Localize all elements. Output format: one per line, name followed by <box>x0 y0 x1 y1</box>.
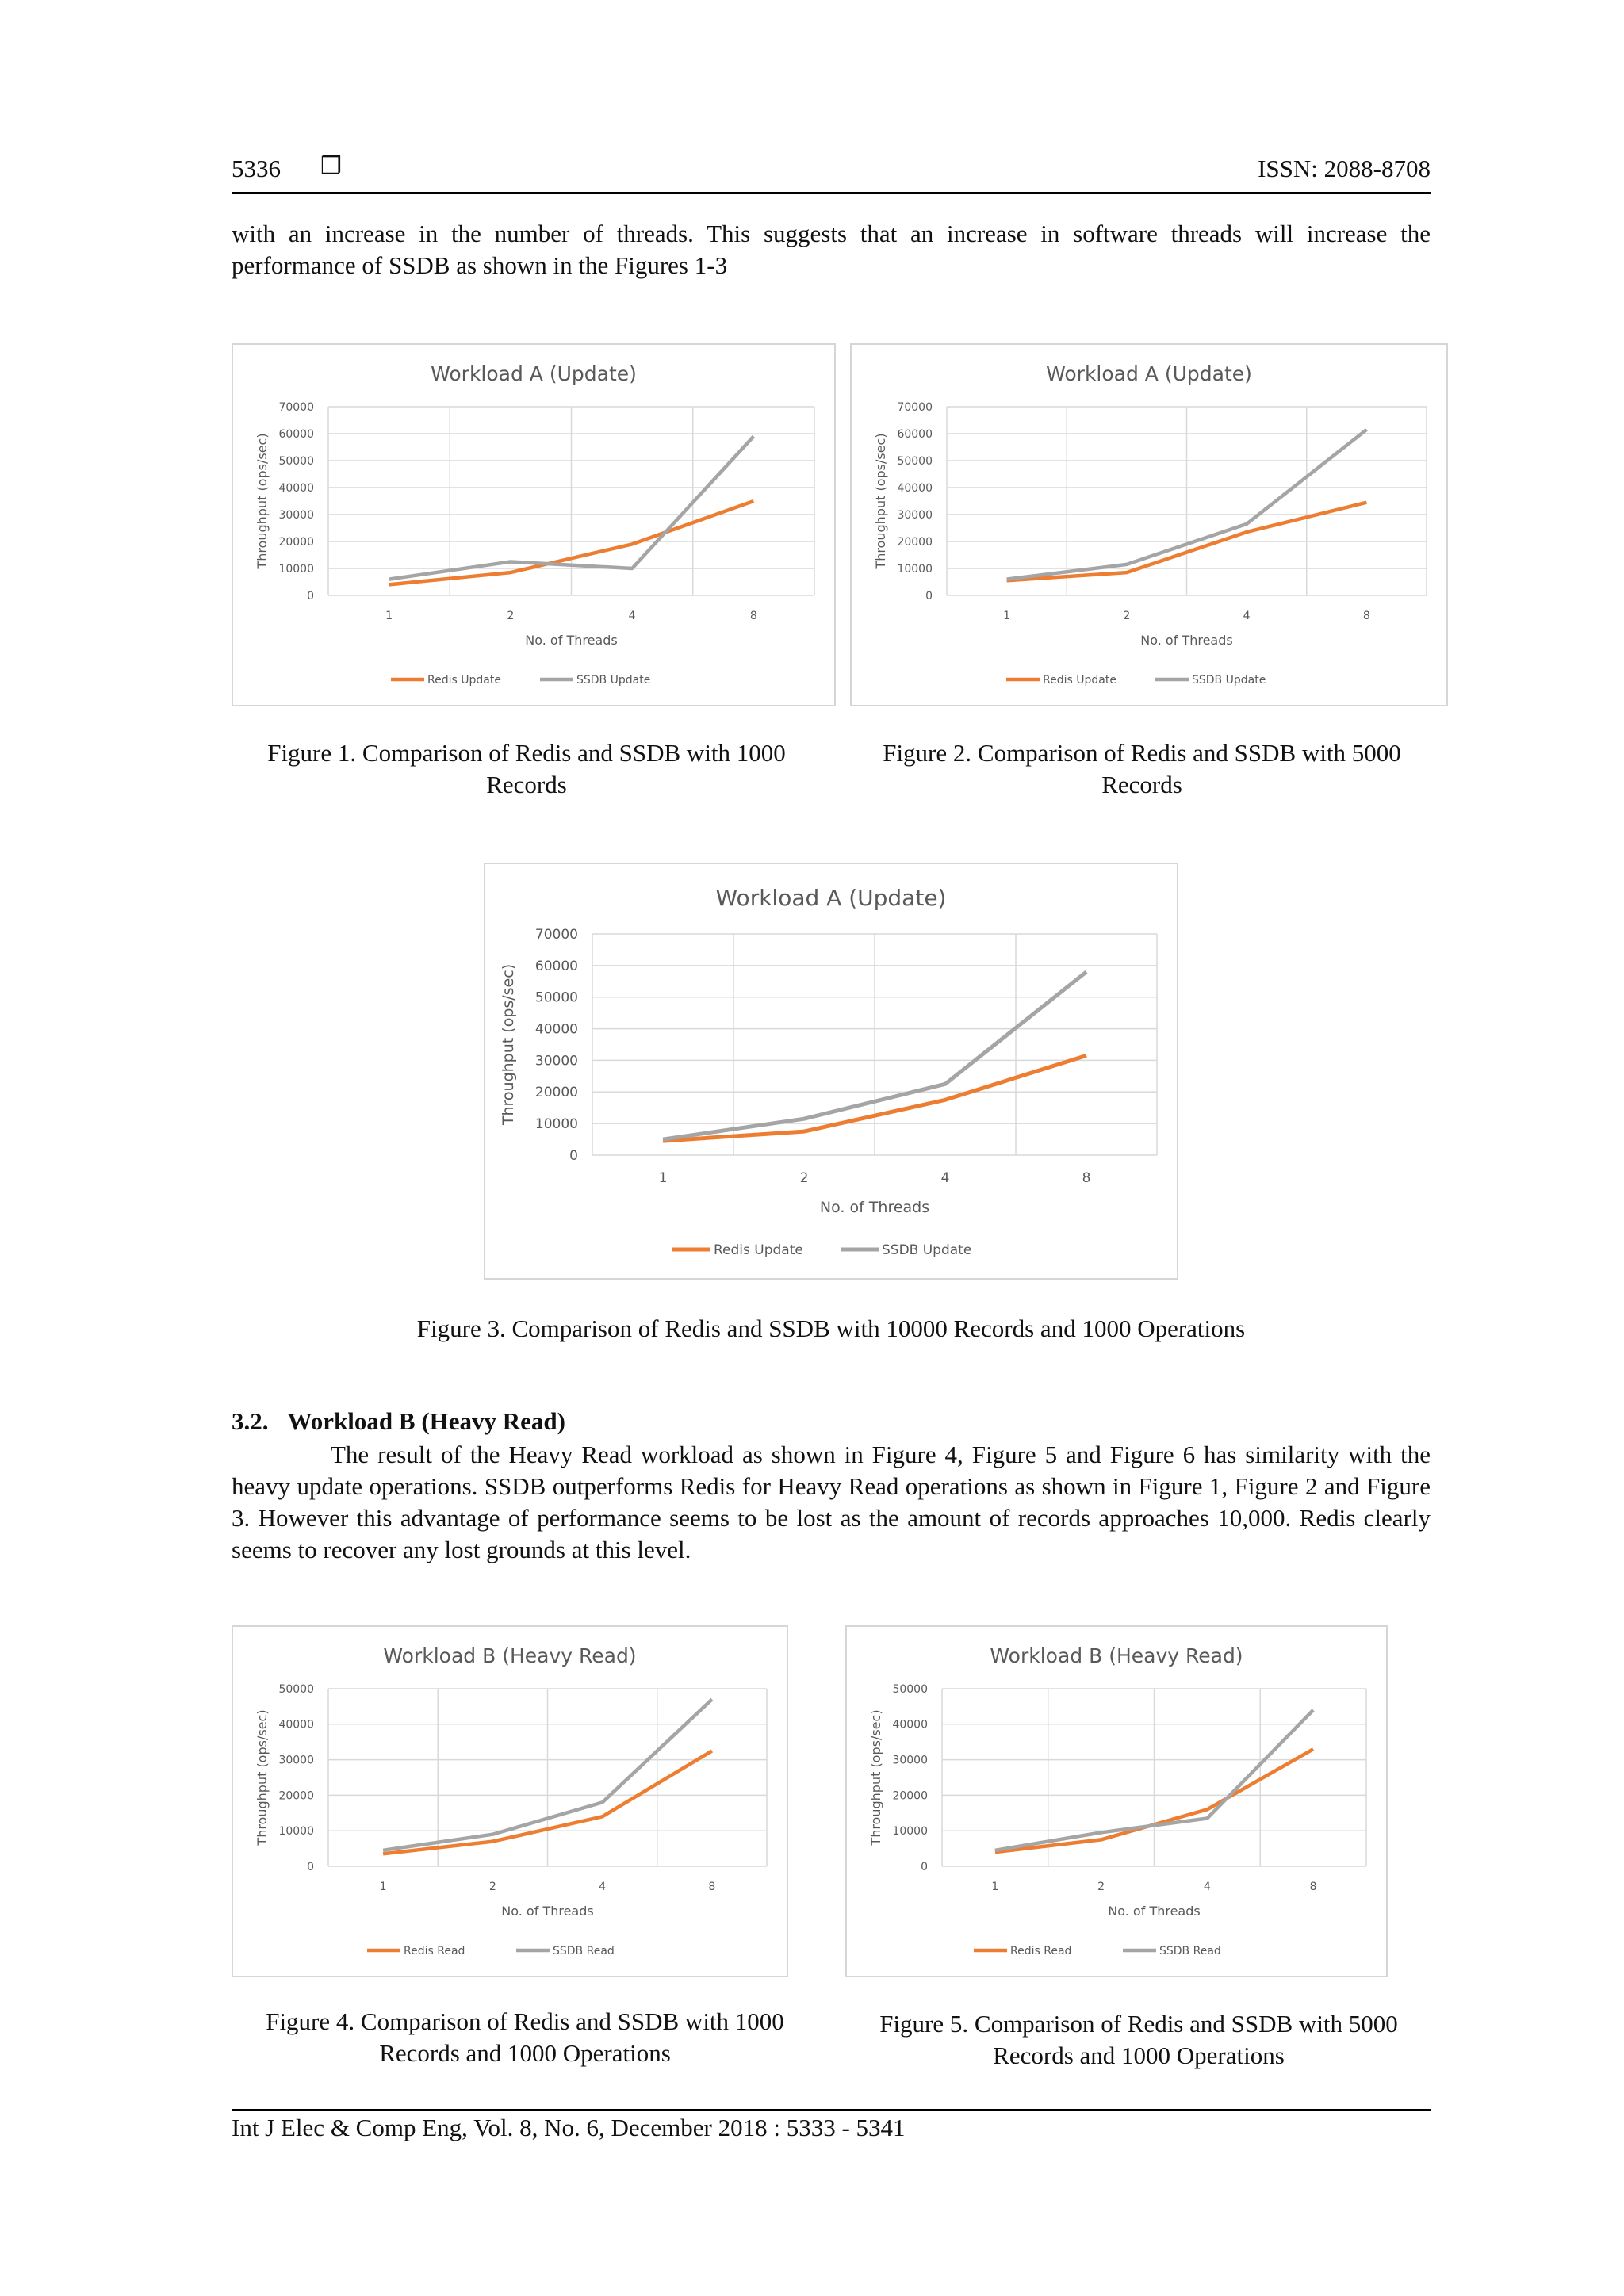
y-tick-label: 70000 <box>534 926 578 943</box>
section-heading <box>232 1407 565 1436</box>
y-axis-label: Throughput (ops/sec) <box>873 433 888 569</box>
x-tick-label: 2 <box>1123 610 1131 622</box>
legend-label: Redis Update <box>1043 673 1116 687</box>
section-number: 3.2. <box>232 1407 269 1435</box>
x-tick-label: 4 <box>628 610 636 622</box>
legend-label: SSDB Update <box>882 1242 972 1258</box>
y-tick-label: 40000 <box>892 1718 928 1732</box>
y-tick-label: 10000 <box>892 1825 928 1839</box>
figure-2-caption: Figure 2. Comparison of Redis and SSDB with 5000 Records <box>883 739 1401 798</box>
x-tick-label: 2 <box>1097 1881 1105 1893</box>
y-tick-label: 50000 <box>534 989 578 1006</box>
x-tick-label: 4 <box>1243 610 1251 622</box>
figure-4-svg <box>233 1627 787 1976</box>
chart-title: Workload A (Update) <box>715 885 947 911</box>
legend-label: SSDB Update <box>1192 673 1266 687</box>
x-tick-label: 8 <box>708 1881 716 1893</box>
chart-title: Workload B (Heavy Read) <box>383 1644 637 1667</box>
section-paragraph <box>232 1439 1431 1566</box>
x-tick-label: 1 <box>991 1881 999 1893</box>
figure-4-caption: Figure 4. Comparison of Redis and SSDB with 1000 Records and 1000 Operations <box>266 2007 784 2067</box>
y-tick-label: 0 <box>925 589 933 603</box>
y-axis-label: Throughput (ops/sec) <box>868 1709 883 1846</box>
x-axis-label: No. of Threads <box>1108 1904 1201 1919</box>
y-tick-label: 30000 <box>278 508 314 522</box>
y-tick-label: 40000 <box>897 481 933 495</box>
figure-1-svg <box>233 345 834 705</box>
figure-3-svg <box>485 864 1177 1278</box>
legend-label: Redis Update <box>714 1242 803 1258</box>
x-tick-label: 4 <box>599 1881 607 1893</box>
x-axis-label: No. of Threads <box>819 1199 930 1216</box>
x-axis-label: No. of Threads <box>501 1904 594 1919</box>
intro-paragraph <box>232 218 1431 281</box>
figure-4-chart <box>232 1625 788 1977</box>
y-tick-label: 40000 <box>278 481 314 495</box>
y-tick-label: 30000 <box>534 1053 578 1070</box>
figure-2-chart <box>850 343 1448 706</box>
y-tick-label: 30000 <box>892 1754 928 1767</box>
y-tick-label: 0 <box>307 1860 314 1873</box>
legend-label: Redis Update <box>427 673 501 687</box>
x-tick-label: 1 <box>658 1170 668 1186</box>
y-tick-label: 20000 <box>897 535 933 549</box>
x-axis-label: No. of Threads <box>1140 633 1233 648</box>
y-tick-label: 70000 <box>897 400 933 414</box>
y-tick-label: 50000 <box>278 1682 314 1696</box>
y-tick-label: 60000 <box>278 427 314 441</box>
y-axis-label: Throughput (ops/sec) <box>255 1709 270 1846</box>
y-axis-label: Throughput (ops/sec) <box>255 433 270 569</box>
y-tick-label: 60000 <box>897 427 933 441</box>
x-tick-label: 1 <box>385 610 393 622</box>
y-tick-label: 20000 <box>278 1789 314 1803</box>
page-number: 5336 <box>232 155 281 182</box>
y-axis-label: Throughput (ops/sec) <box>500 963 517 1126</box>
y-tick-label: 40000 <box>534 1021 578 1038</box>
figure-3-chart <box>484 863 1178 1280</box>
figure-1-caption: Figure 1. Comparison of Redis and SSDB with 1000 Records <box>267 739 786 798</box>
x-axis-label: No. of Threads <box>525 633 618 648</box>
x-tick-label: 8 <box>1362 610 1370 622</box>
x-tick-label: 1 <box>379 1881 387 1893</box>
y-tick-label: 30000 <box>897 508 933 522</box>
header-rule <box>232 192 1431 194</box>
x-tick-label: 4 <box>940 1170 950 1186</box>
section-title: Workload B (Heavy Read) <box>287 1407 565 1435</box>
legend-label: SSDB Read <box>553 1944 615 1957</box>
legend-label: SSDB Update <box>576 673 651 687</box>
x-tick-label: 2 <box>488 1881 496 1893</box>
chart-title: Workload A (Update) <box>1046 362 1252 385</box>
figure-2-svg <box>852 345 1446 705</box>
footer-citation: Int J Elec & Comp Eng, Vol. 8, No. 6, December 2018 : 5333 - 5341 <box>232 2114 906 2141</box>
y-tick-label: 50000 <box>278 454 314 468</box>
y-tick-label: 10000 <box>897 562 933 576</box>
y-tick-label: 40000 <box>278 1718 314 1732</box>
x-tick-label: 8 <box>749 610 757 622</box>
y-tick-label: 0 <box>307 589 314 603</box>
header-mark-icon: ❒ <box>320 153 342 179</box>
y-tick-label: 70000 <box>278 400 314 414</box>
figure-1-chart <box>232 343 836 706</box>
section-text: The result of the Heavy Read workload as shown in Figure 4, Figure 5 and Figure 6 has similarity with the heavy update operations. SSDB outperforms Redis for Heavy Read operations as shown in Figure 1, Figure 2 and Figure 3. However this advantage of performance seems to be lost as the amount of records approaches 10,000. Redis clearly seems to recover any lost grounds at this level. <box>232 1441 1431 1563</box>
x-tick-label: 8 <box>1309 1881 1317 1893</box>
y-tick-label: 10000 <box>278 562 314 576</box>
y-tick-label: 60000 <box>534 958 578 974</box>
issn: ISSN: 2088-8708 <box>1258 155 1431 182</box>
intro-text: with an increase in the number of threads. This suggests that an increase in software threads will increase the performance of SSDB as shown in the Figures 1-3 <box>232 220 1431 279</box>
legend-label: Redis Read <box>404 1944 465 1957</box>
footer-rule <box>232 2109 1431 2111</box>
y-tick-label: 50000 <box>897 454 933 468</box>
figure-5-svg <box>847 1627 1386 1976</box>
x-tick-label: 2 <box>507 610 515 622</box>
x-tick-label: 8 <box>1082 1170 1091 1186</box>
legend-label: Redis Read <box>1010 1944 1072 1957</box>
y-tick-label: 50000 <box>892 1682 928 1696</box>
y-tick-label: 20000 <box>534 1085 578 1101</box>
x-tick-label: 1 <box>1003 610 1011 622</box>
y-tick-label: 20000 <box>278 535 314 549</box>
chart-title: Workload A (Update) <box>431 362 637 385</box>
y-tick-label: 10000 <box>534 1116 578 1133</box>
legend-label: SSDB Read <box>1159 1944 1221 1957</box>
y-tick-label: 0 <box>921 1860 928 1873</box>
chart-title: Workload B (Heavy Read) <box>990 1644 1243 1667</box>
y-tick-label: 0 <box>569 1147 578 1164</box>
figure-5-caption: Figure 5. Comparison of Redis and SSDB with 5000 Records and 1000 Operations <box>879 2010 1398 2069</box>
y-tick-label: 10000 <box>278 1825 314 1839</box>
figure-5-chart <box>845 1625 1388 1977</box>
y-tick-label: 30000 <box>278 1754 314 1767</box>
y-tick-label: 20000 <box>892 1789 928 1803</box>
x-tick-label: 4 <box>1203 1881 1211 1893</box>
x-tick-label: 2 <box>799 1170 809 1186</box>
figure-3-caption: Figure 3. Comparison of Redis and SSDB with 10000 Records and 1000 Operations <box>416 1314 1246 1342</box>
